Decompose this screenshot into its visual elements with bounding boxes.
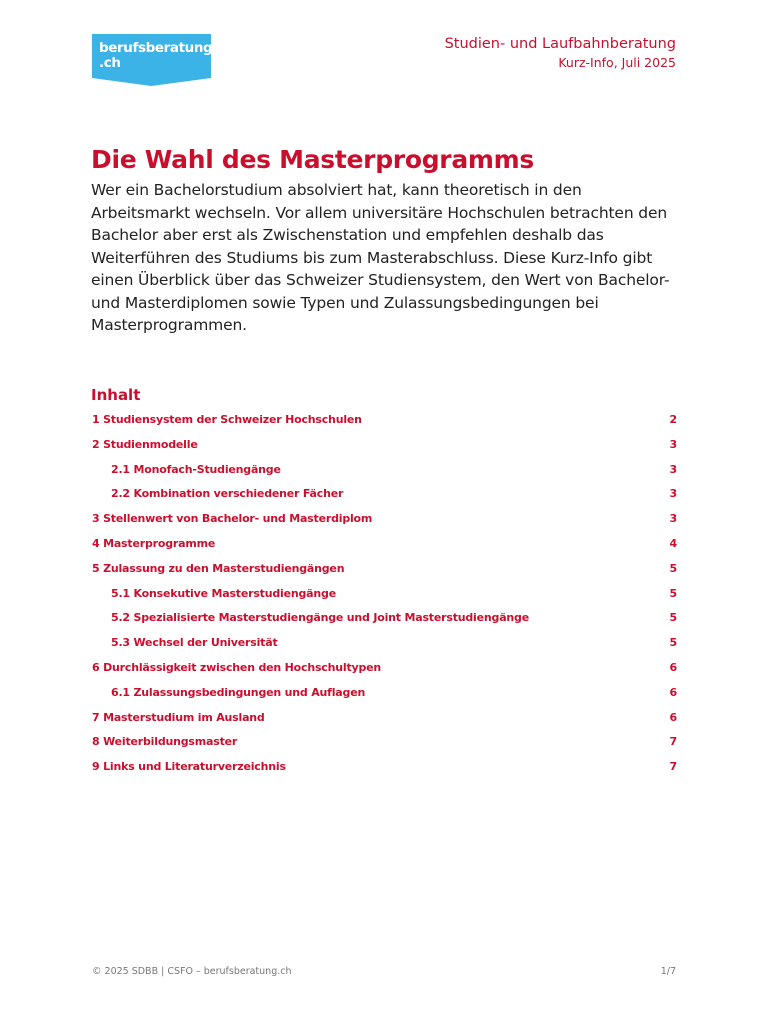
intro-paragraph: Wer ein Bachelorstudium absolviert hat, kann theoretisch in den Arbeitsmarkt wechseln. Vor allem universitäre Hochschulen betrachten den Bachelor aber erst als Zwischenstation und empfehlen deshalb das Weiterführen des Studiums bis zum Masterabschluss. Diese Kurz-Info gibt einen Überblick über das Schweizer Studiensystem, den Wert von Bachelor- und Masterdiplomen sowie Typen und Zulassungsbedingungen bei Masterprogrammen.: [91, 181, 670, 334]
header-doc-type: Kurz-Info, Juli 2025: [558, 55, 676, 70]
footer-copyright: © 2025 SDBB | CSFO – berufsberatung.ch: [92, 966, 292, 977]
logo-line-1: berufsberatung: [99, 40, 213, 56]
table-of-contents: [92, 408, 677, 780]
toc-item-label: 6 Durchlässigkeit zwischen den Hochschultypen: [92, 660, 382, 674]
toc-subitem[interactable]: [92, 681, 677, 706]
toc-item-page: 7: [669, 760, 677, 774]
toc-item-page: 3: [669, 437, 677, 451]
toc-item-label: 5.2 Spezialisierte Masterstudiengänge und Joint Masterstudiengänge: [111, 611, 529, 625]
toc-item-label: 4 Masterprogramme: [92, 536, 216, 550]
toc-item-label: 6.1 Zulassungsbedingungen und Auflagen: [111, 685, 366, 699]
toc-subitem[interactable]: [92, 582, 677, 607]
toc-subitem[interactable]: [92, 606, 677, 631]
toc-item-page: 6: [669, 660, 677, 674]
toc-item-label: 5.1 Konsekutive Masterstudiengänge: [111, 586, 336, 600]
toc-subitem[interactable]: [92, 631, 677, 656]
toc-item-page: 5: [669, 636, 677, 650]
toc-item[interactable]: [92, 730, 677, 755]
toc-item-label: 2 Studienmodelle: [92, 437, 198, 451]
logo-line-2: .ch: [99, 55, 121, 71]
toc-item[interactable]: [92, 706, 677, 731]
toc-item-label: 9 Links und Literaturverzeichnis: [92, 760, 286, 774]
toc-item-page: 3: [669, 512, 677, 526]
toc-item-label: 2.2 Kombination verschiedener Fächer: [111, 487, 344, 501]
toc-item-page: 3: [669, 462, 677, 476]
toc-item[interactable]: [92, 755, 677, 780]
toc-item-label: 2.1 Monofach-Studiengänge: [111, 462, 281, 476]
header-info: [445, 34, 676, 72]
footer-page-number: 1/7: [660, 966, 676, 977]
toc-item-page: 6: [669, 710, 677, 724]
toc-item-label: 1 Studiensystem der Schweizer Hochschulen: [92, 413, 362, 426]
toc-item-page: 5: [669, 611, 677, 625]
toc-item-label: 5 Zulassung zu den Masterstudiengängen: [92, 561, 345, 575]
toc-item[interactable]: [92, 656, 677, 681]
page-title: Die Wahl des Masterprogramms: [91, 145, 534, 174]
logo: [92, 34, 211, 86]
toc-item-page: 5: [669, 561, 677, 575]
toc-heading: Inhalt: [91, 386, 141, 404]
toc-item-page: 7: [669, 735, 677, 749]
toc-item-page: 2: [669, 413, 677, 426]
toc-item[interactable]: [92, 507, 677, 532]
toc-item-label: 8 Weiterbildungsmaster: [92, 735, 238, 749]
toc-item-label: 5.3 Wechsel der Universität: [111, 636, 278, 650]
toc-item-page: 6: [669, 685, 677, 699]
logo-text: [99, 41, 212, 71]
toc-item-label: 7 Masterstudium im Ausland: [92, 710, 265, 724]
header-department: Studien- und Laufbahnberatung: [444, 36, 676, 52]
toc-item-page: 3: [669, 487, 677, 501]
toc-item[interactable]: [92, 408, 677, 433]
toc-item[interactable]: [92, 433, 677, 458]
toc-item[interactable]: [92, 557, 677, 582]
toc-item-label: 3 Stellenwert von Bachelor- und Masterdiplom: [92, 512, 373, 526]
toc-item-page: 4: [669, 536, 677, 550]
toc-item-page: 5: [669, 586, 677, 600]
toc-subitem[interactable]: [92, 482, 677, 507]
toc-subitem[interactable]: [92, 458, 677, 483]
toc-item[interactable]: [92, 532, 677, 557]
